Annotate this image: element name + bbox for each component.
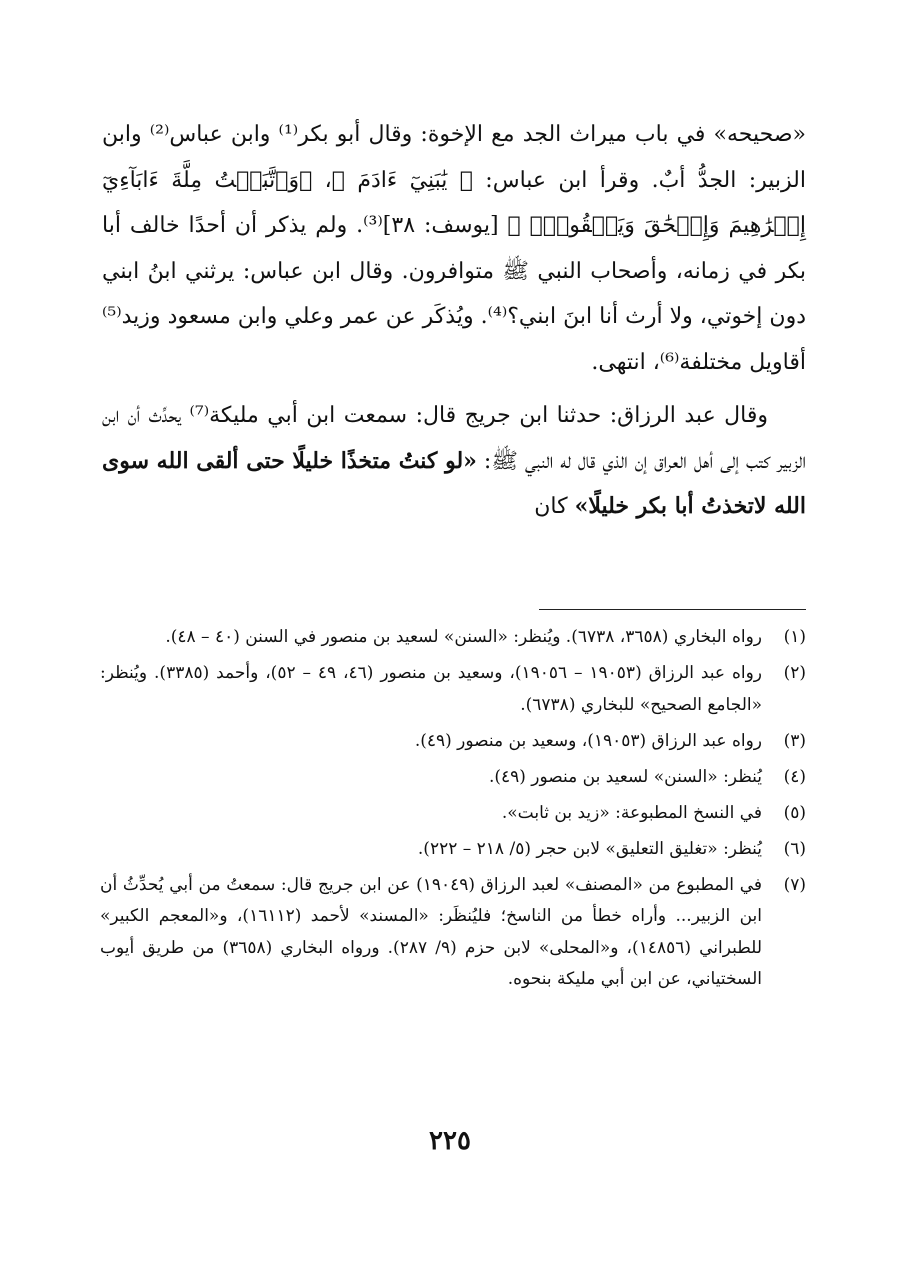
footnote-text: يُنظر: «تغليق التعليق» لابن حجر (٥/ ٢١٨ – ٢٢٢). [417, 838, 762, 859]
footnote-item [100, 726, 806, 758]
footnote-text: رواه عبد الرزاق (١٩٠٥٣)، وسعيد بن منصور (٤٩). [414, 730, 762, 751]
footnote-text: يُنظر: «السنن» لسعيد بن منصور (٤٩). [488, 766, 762, 787]
paragraph-2-text: وقال عبد الرزاق: حدثنا ابن جريج قال: سمعت ابن أبي مليكة⁽⁷⁾ يحدِّث أن ابن الزبير كتب إلى أهل العراق إن الذي قال له النبي ﷺ: [102, 403, 806, 474]
body-paragraph-2 [102, 393, 806, 530]
footnote-item [100, 658, 806, 721]
body-paragraph-1: «صحيحه» في باب ميراث الجد مع الإخوة: وقال أبو بكر⁽¹⁾ وابن عباس⁽²⁾ وابن الزبير: الجدُّ أبٌ. وقرأ ابن عباس: ﴿ يَٰبَنِيٓ ءَادَمَ ﴾، ﴿وَٱتَّبَعۡتُ مِلَّةَ ءَابَآءِيٓ إِبۡرَٰهِيمَ وَإِسۡحَٰقَ وَيَعۡقُوبَۚ ﴾ [يوسف: ٣٨]⁽³⁾. ولم يذكر أن أحدًا خالف أبا بكر في زمانه، وأصحاب النبي ﷺ متوافرون. وقال ابن عباس: يرثني ابنُ ابني دون إخوتي، ولا أرث أنا ابنَ ابني؟⁽⁴⁾. ويُذكَر عن عمر وعلي وابن مسعود وزيد⁽⁵⁾ أقاويل مختلفة⁽⁶⁾، انتهى. [102, 122, 806, 375]
footnote-number: (٢) [783, 663, 806, 683]
page-number: ٢٢٥ [429, 1126, 471, 1156]
footnote-number: (٥) [783, 802, 806, 823]
footnote-number: (٦) [783, 838, 806, 859]
footnote-item [100, 622, 806, 654]
footnote-item [100, 870, 806, 996]
footnote-item [100, 798, 806, 830]
footnote-number: (٣) [783, 730, 806, 751]
footnote-number: (٤) [783, 766, 806, 787]
footnote-item [100, 762, 806, 794]
footnote-text: في المطبوع من «المصنف» لعبد الرزاق (١٩٠٤٩) عن ابن جريج قال: سمعتُ من أبي يُحدِّثُ أن ابن الزبير... وأراه خطأ من الناسخ؛ فليُنظَر: «المسند» لأحمد (١٦١١٢)، و«المعجم الكبير» للطبراني (١٤٨٥٦)، و«المحلى» لابن حزم (٩/ ٢٨٧). ورواه البخاري (٣٦٥٨) من طريق أيوب السختياني، عن ابن أبي مليكة بنحوه. [100, 874, 762, 989]
continuation-word: كان [534, 494, 568, 519]
footnote-divider [539, 609, 806, 610]
footnote-text: رواه البخاري (٣٦٥٨، ٦٧٣٨). ويُنظر: «السنن» لسعيد بن منصور في السنن (٤٠ – ٤٨). [165, 627, 762, 647]
footnote-text: رواه عبد الرزاق (١٩٠٥٣ – ١٩٠٥٦)، وسعيد بن منصور (٤٦، ٤٩ – ٥٢)، وأحمد (٣٣٨٥). ويُنظر: «الجامع الصحيح» للبخاري (٦٧٣٨). [100, 663, 763, 715]
footnote-text: في النسخ المطبوعة: «زيد بن ثابت». [501, 802, 762, 823]
footnote-number: (٧) [783, 874, 806, 895]
hadith-quote: «لو كنتُ متخذًا خليلًا حتى ألقى الله سوى الله لاتخذتُ أبا بكر خليلًا» [102, 447, 806, 519]
footnote-number: (١) [783, 627, 806, 647]
footnote-item [100, 834, 806, 866]
footnotes-list [100, 622, 806, 1000]
main-text-block [102, 112, 806, 530]
